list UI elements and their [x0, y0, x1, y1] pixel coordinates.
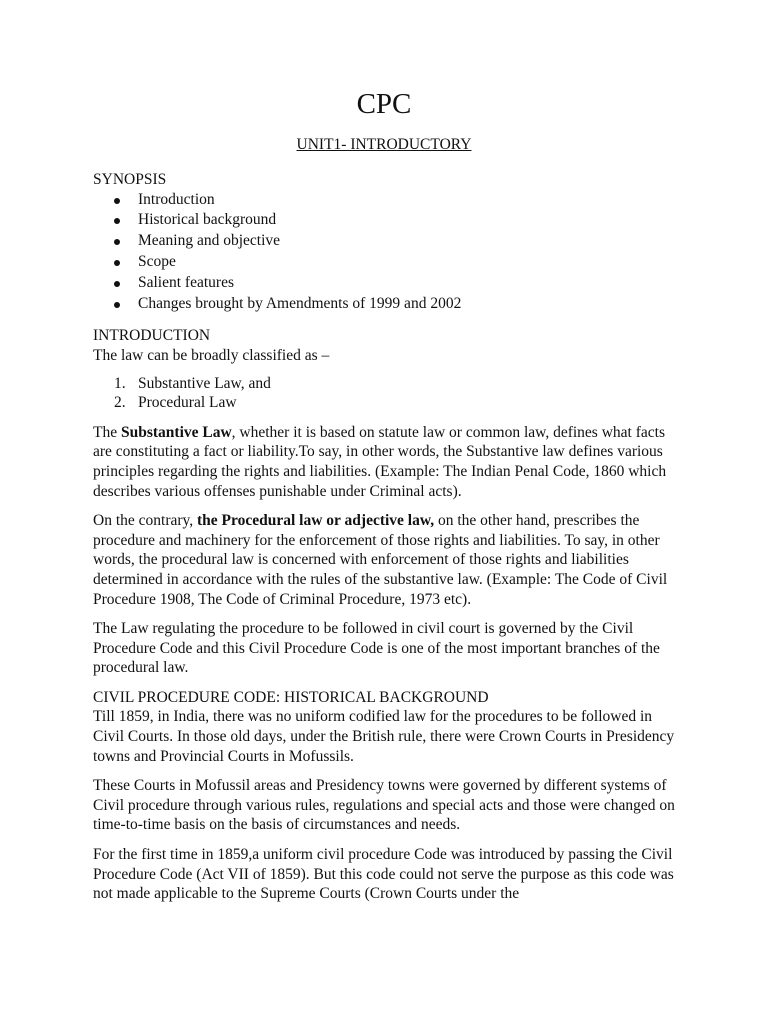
list-item-text: Procedural Law: [138, 394, 237, 412]
paragraph-text: On the contrary,: [93, 512, 198, 530]
list-item: [93, 374, 683, 394]
list-item: [93, 273, 683, 294]
bold-term: Substantive Law: [120, 423, 232, 441]
introduction-heading: INTRODUCTION: [93, 327, 211, 345]
list-item: [93, 210, 683, 231]
substantive-law-paragraph: [93, 423, 683, 501]
bullet-icon: [114, 239, 120, 245]
list-item-text: Salient features: [138, 273, 234, 291]
list-item-text: Meaning and objective: [138, 232, 281, 250]
procedural-law-paragraph: [93, 511, 683, 609]
document-body: [93, 170, 683, 904]
synopsis-list: [93, 190, 683, 315]
bullet-icon: [114, 281, 120, 287]
synopsis-heading: SYNOPSIS: [93, 171, 167, 188]
list-item-text: Substantive Law, and: [138, 374, 271, 392]
list-item-text: Introduction: [138, 190, 215, 208]
list-number: 1.: [114, 374, 126, 392]
list-item: [93, 393, 683, 413]
list-item-text: Historical background: [138, 211, 277, 229]
list-item: [93, 190, 683, 211]
list-number: 2.: [114, 394, 126, 412]
law-classification-list: [93, 374, 683, 413]
history-heading: CIVIL PROCEDURE CODE: HISTORICAL BACKGROUND: [93, 688, 489, 706]
history-paragraph-2: These Courts in Mofussil areas and Presidency towns were governed by different systems of Civil procedure through various rules, regulations and special acts and those were changed on time-to-time basis on the basis of circumstances and needs.: [93, 777, 675, 834]
list-item-text: Changes brought by Amendments of 1999 and 2002: [138, 294, 462, 312]
civil-procedure-paragraph: The Law regulating the procedure to be followed in civil court is governed by the Civil Procedure Code and this Civil Procedure Code is one of the most important branches of the procedural law.: [93, 620, 660, 677]
bold-term: the Procedural law or adjective law,: [197, 512, 435, 530]
history-paragraph-1: Till 1859, in India, there was no uniform codified law for the procedures to be followed in Civil Courts. In those old days, under the British rule, there were Crown Courts in Presidency towns and Provincial Courts in Mofussils.: [93, 708, 675, 765]
bullet-icon: [114, 198, 120, 204]
bullet-icon: [114, 218, 120, 224]
list-item: [93, 231, 683, 252]
paragraph-text: The: [93, 423, 121, 441]
document-title: CPC: [356, 88, 412, 120]
list-item: [93, 252, 683, 273]
introduction-lead: The law can be broadly classified as –: [93, 346, 330, 364]
bullet-icon: [114, 302, 120, 308]
list-item: [93, 294, 683, 315]
paragraph-text: on the other hand, prescribes the procedure and machinery for the enforcement of those rights and liabilities. To say, in other words, the procedural law is concerned with enforcement of those rights and liabilities determined in accordance with the rules of the substantive law. (Example: The Code of Civil Procedure 1908, The Code of Criminal Procedure, 1973 etc).: [93, 512, 668, 608]
list-item-text: Scope: [138, 252, 176, 270]
unit-subtitle: UNIT1- INTRODUCTORY: [296, 136, 472, 153]
history-paragraph-3: For the first time in 1859,a uniform civil procedure Code was introduced by passing the Civil Procedure Code (Act VII of 1859). But this code could not serve the purpose as this code was not made applicable to the Supreme Courts (Crown Courts under the: [93, 846, 674, 903]
bullet-icon: [114, 260, 120, 266]
paragraph-text: , whether it is based on statute law or common law, defines what facts are constituting a fact or liability.To say, in other words, the Substantive law defines various principles regarding the rights and liabilities. (Example: The Indian Penal Code, 1860 which describes various offenses punishable under Criminal acts).: [93, 423, 667, 500]
